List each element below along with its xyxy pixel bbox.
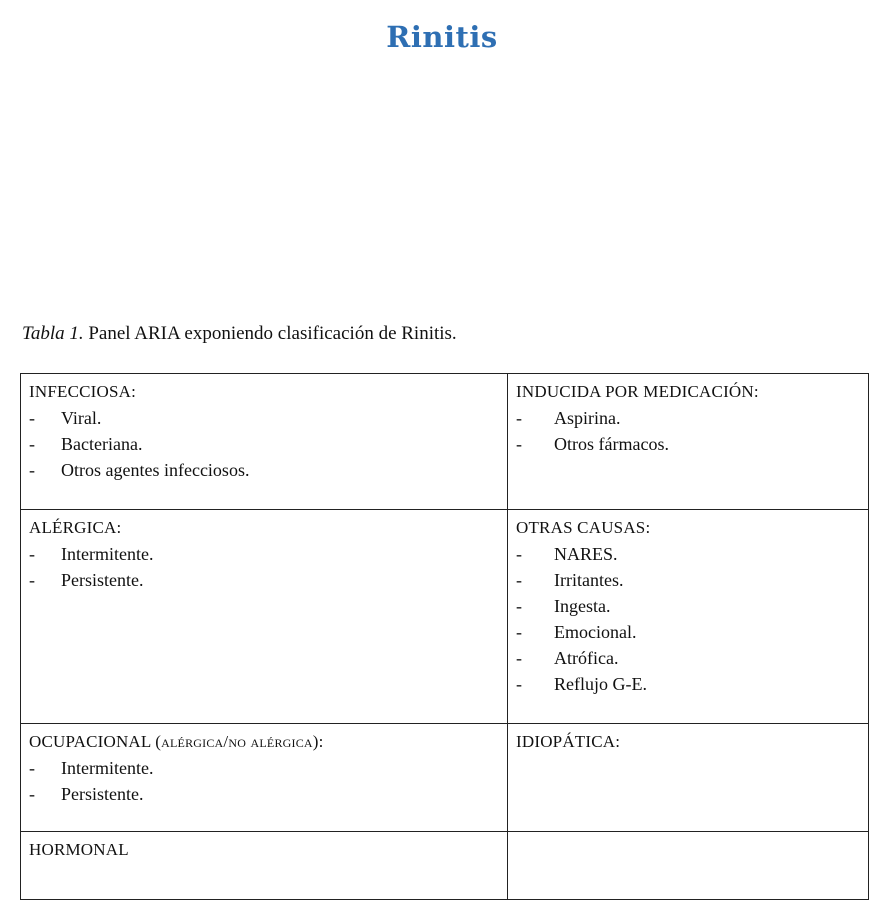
list-item bbox=[29, 457, 499, 483]
aria-classification-table bbox=[20, 373, 869, 900]
dash-bullet: - bbox=[516, 434, 522, 454]
dash-bullet: - bbox=[516, 596, 522, 616]
dash-bullet: - bbox=[29, 408, 35, 428]
list-item bbox=[29, 541, 499, 567]
list-item bbox=[516, 619, 860, 645]
list-item bbox=[29, 755, 499, 781]
cell-heading: INFECCIOSA: bbox=[29, 382, 137, 401]
item-text: Reflujo G-E. bbox=[554, 674, 647, 694]
item-list bbox=[29, 541, 499, 593]
cell-otras-causas bbox=[508, 510, 869, 724]
dash-bullet: - bbox=[29, 784, 35, 804]
cell-heading: OTRAS CAUSAS: bbox=[516, 518, 651, 537]
item-text: Otros fármacos. bbox=[554, 434, 669, 454]
dash-bullet: - bbox=[516, 622, 522, 642]
dash-bullet: - bbox=[516, 570, 522, 590]
item-list bbox=[29, 405, 499, 483]
page-title: Rinitis bbox=[386, 20, 498, 55]
cell-empty bbox=[508, 832, 869, 900]
list-item bbox=[29, 405, 499, 431]
item-text: NARES. bbox=[554, 544, 618, 564]
item-text: Persistente. bbox=[61, 784, 144, 804]
table-row bbox=[21, 374, 869, 510]
table-row bbox=[21, 724, 869, 832]
cell-alergica bbox=[21, 510, 508, 724]
dash-bullet: - bbox=[29, 544, 35, 564]
caption-label: Tabla 1. bbox=[22, 323, 84, 344]
dash-bullet: - bbox=[516, 408, 522, 428]
cell-heading: IDIOPÁTICA: bbox=[516, 732, 621, 751]
list-item bbox=[516, 645, 860, 671]
item-text: Bacteriana. bbox=[61, 434, 143, 454]
item-text: Persistente. bbox=[61, 570, 144, 590]
item-text: Aspirina. bbox=[554, 408, 621, 428]
cell-idiopatica bbox=[508, 724, 869, 832]
cell-heading: HORMONAL bbox=[29, 840, 129, 859]
list-item bbox=[516, 431, 860, 457]
item-list bbox=[516, 405, 860, 457]
list-item bbox=[516, 541, 860, 567]
table-caption bbox=[22, 322, 457, 346]
list-item bbox=[516, 567, 860, 593]
item-text: Intermitente. bbox=[61, 544, 154, 564]
dash-bullet: - bbox=[29, 460, 35, 480]
dash-bullet: - bbox=[29, 434, 35, 454]
item-text: Ingesta. bbox=[554, 596, 611, 616]
item-text: Emocional. bbox=[554, 622, 637, 642]
dash-bullet: - bbox=[516, 648, 522, 668]
item-text: Intermitente. bbox=[61, 758, 154, 778]
caption-text: Panel ARIA exponiendo clasificación de Rinitis. bbox=[83, 323, 457, 344]
item-text: Viral. bbox=[61, 408, 102, 428]
list-item bbox=[29, 781, 499, 807]
dash-bullet: - bbox=[516, 674, 522, 694]
cell-heading: ALÉRGICA: bbox=[29, 518, 122, 537]
cell-infecciosa bbox=[21, 374, 508, 510]
item-text: Otros agentes infecciosos. bbox=[61, 460, 250, 480]
table-row bbox=[21, 832, 869, 900]
dash-bullet: - bbox=[29, 570, 35, 590]
cell-heading: INDUCIDA POR MEDICACIÓN: bbox=[516, 382, 759, 401]
table-row bbox=[21, 510, 869, 724]
list-item bbox=[29, 567, 499, 593]
item-list bbox=[516, 541, 860, 697]
list-item bbox=[29, 431, 499, 457]
item-list bbox=[29, 755, 499, 807]
dash-bullet: - bbox=[516, 544, 522, 564]
cell-hormonal bbox=[21, 832, 508, 900]
cell-ocupacional bbox=[21, 724, 508, 832]
cell-heading: OCUPACIONAL (alérgica/no alérgica): bbox=[29, 732, 324, 751]
list-item bbox=[516, 671, 860, 697]
list-item bbox=[516, 405, 860, 431]
item-text: Atrófica. bbox=[554, 648, 619, 668]
cell-inducida-medicacion bbox=[508, 374, 869, 510]
list-item bbox=[516, 593, 860, 619]
dash-bullet: - bbox=[29, 758, 35, 778]
item-text: Irritantes. bbox=[554, 570, 624, 590]
